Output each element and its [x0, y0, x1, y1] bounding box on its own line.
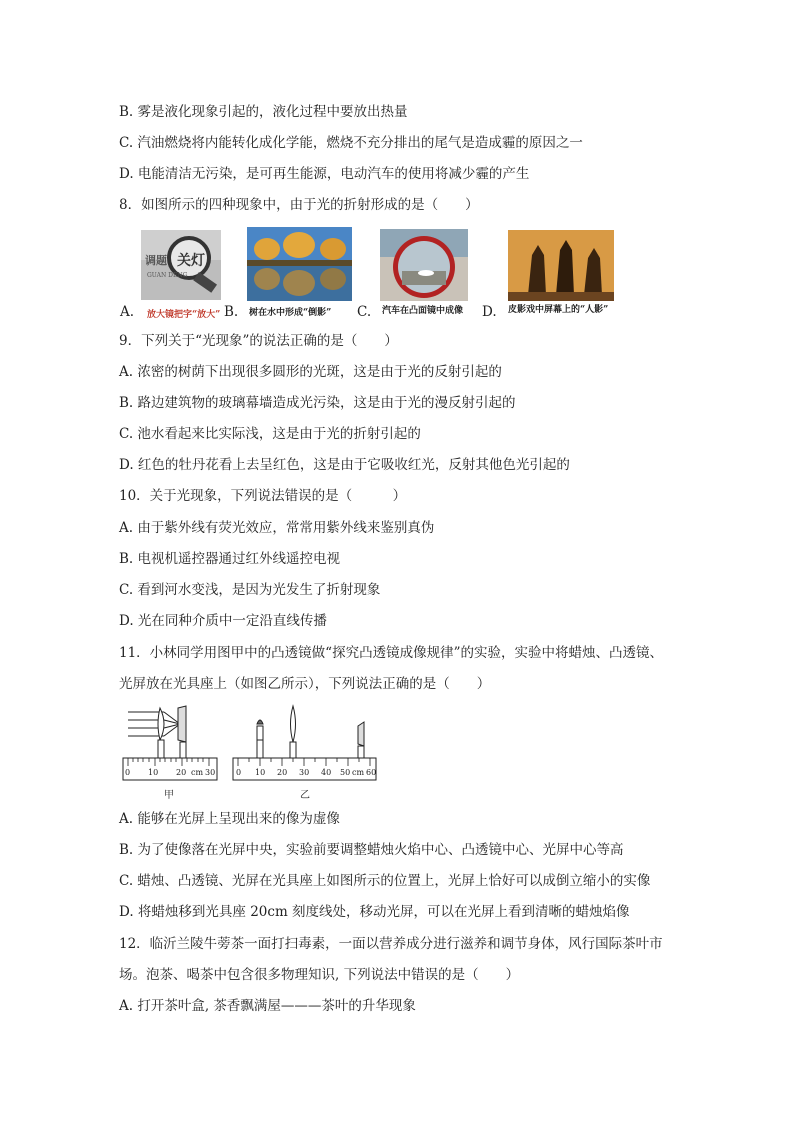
option-line: D. 电能清洁无污染，是可再生能源，电动汽车的使用将减少霾的产生 [119, 166, 530, 182]
option-line: D. 光在同种介质中一定沿直线传播 [119, 613, 327, 629]
option-line: C. 蜡烛、凸透镜、光屏在光具座上如图所示的位置上，光屏上恰好可以成倒立缩小的实像 [119, 873, 651, 889]
ruler-tick: 20 [176, 768, 187, 777]
question-10: 10．关于光现象，下列说法错误的是（ ） [119, 488, 407, 504]
ruler-tick: 20 [277, 768, 288, 777]
convex-mirror-image [380, 229, 468, 301]
question-11: 11．小林同学用图甲中的凸透镜做“探究凸透镜成像规律”的实验，实验中将蜡烛、凸透镜、 [119, 645, 663, 661]
option-line: A. 打开茶叶盒, 茶香飘满屋———茶叶的升华现象 [119, 998, 416, 1014]
convex-mirror-drawing [380, 229, 468, 301]
option-c-caption: 汽车在凸面镜中成像 [382, 306, 464, 316]
option-line: C. 看到河水变浅，是因为光发生了折射现象 [119, 582, 381, 598]
sign-text: 调题 [145, 254, 167, 267]
magnifier-image [141, 230, 221, 300]
option-b-caption: 树在水中形成“倒影” [249, 308, 332, 318]
shadow-play-image [508, 230, 614, 301]
ruler-tick: 50 [340, 768, 351, 777]
ruler-tick: 60 [366, 768, 377, 777]
ruler-tick: 0 [125, 768, 131, 777]
option-line: A. 能够在光屏上呈现出来的像为虚像 [119, 811, 340, 827]
ruler-tick: 40 [321, 768, 332, 777]
option-a-letter: A. [120, 304, 135, 320]
option-d-letter: D. [482, 304, 497, 320]
figure-label-yi: 乙 [300, 790, 310, 800]
option-line: D. 红色的牡丹花看上去呈红色，这是由于它吸收红光，反射其他色光引起的 [119, 457, 570, 473]
option-line: D. 将蜡烛移到光具座 20cm 刻度线处，移动光屏，可以在光屏上看到清晰的蜡烛焰像 [119, 904, 630, 920]
question-8: 8．如图所示的四种现象中，由于光的折射形成的是（ ） [119, 197, 479, 213]
option-d-caption: 皮影戏中屏幕上的“人影” [508, 305, 609, 315]
question-9: 9．下列关于“光现象”的说法正确的是（ ） [119, 333, 398, 349]
option-line: B. 电视机遥控器通过红外线遥控电视 [119, 551, 341, 567]
figure-label-jia: 甲 [164, 790, 174, 800]
option-line: C. 汽油燃烧将内能转化成化学能，燃烧不充分排出的尾气是造成霾的原因之一 [119, 135, 583, 151]
figure-yi [230, 702, 380, 800]
shadow-play-drawing [508, 230, 614, 301]
option-a-caption: 放大镜把字“放大” [147, 310, 221, 320]
tree-reflection-image [247, 227, 352, 301]
ruler-tick: 30 [299, 768, 310, 777]
ruler-tick: 10 [148, 768, 159, 777]
question-11-cont: 光屏放在光具座上（如图乙所示），下列说法正确的是（ ） [119, 676, 491, 692]
option-line: B. 雾是液化现象引起的，液化过程中要放出热量 [119, 104, 408, 120]
ruler-unit: cm [191, 768, 204, 777]
ruler-tick: 10 [255, 768, 266, 777]
ruler-tick: 30 [205, 768, 216, 777]
option-line: B. 为了使像落在光屏中央，实验前要调整蜡烛火焰中心、凸透镜中心、光屏中心等高 [119, 842, 624, 858]
option-b-letter: B. [224, 304, 239, 320]
question-12: 12．临沂兰陵牛蒡茶一面打扫毒素，一面以营养成分进行滋养和调节身体，风行国际茶叶市 [119, 936, 663, 952]
question-12-cont: 场。泡茶、喝茶中包含很多物理知识, 下列说法中错误的是（ ） [119, 967, 520, 983]
option-line: A. 浓密的树荫下出现很多圆形的光斑，这是由于光的反射引起的 [119, 364, 502, 380]
sign-pinyin: GUAN DENG [147, 272, 188, 279]
option-c-letter: C. [357, 304, 372, 320]
option-line: C. 池水看起来比实际浅，这是由于光的折射引起的 [119, 426, 421, 442]
option-line: B. 路边建筑物的玻璃幕墙造成光污染，这是由于光的漫反射引起的 [119, 395, 516, 411]
option-line: A. 由于紫外线有荧光效应，常常用紫外线来鉴别真伪 [119, 520, 435, 536]
ruler-unit: cm [352, 768, 365, 777]
ruler-tick: 0 [236, 768, 242, 777]
figure-jia [120, 702, 220, 800]
sign-text-magnified: 关灯 [177, 253, 205, 269]
tree-reflection-drawing [247, 227, 352, 301]
